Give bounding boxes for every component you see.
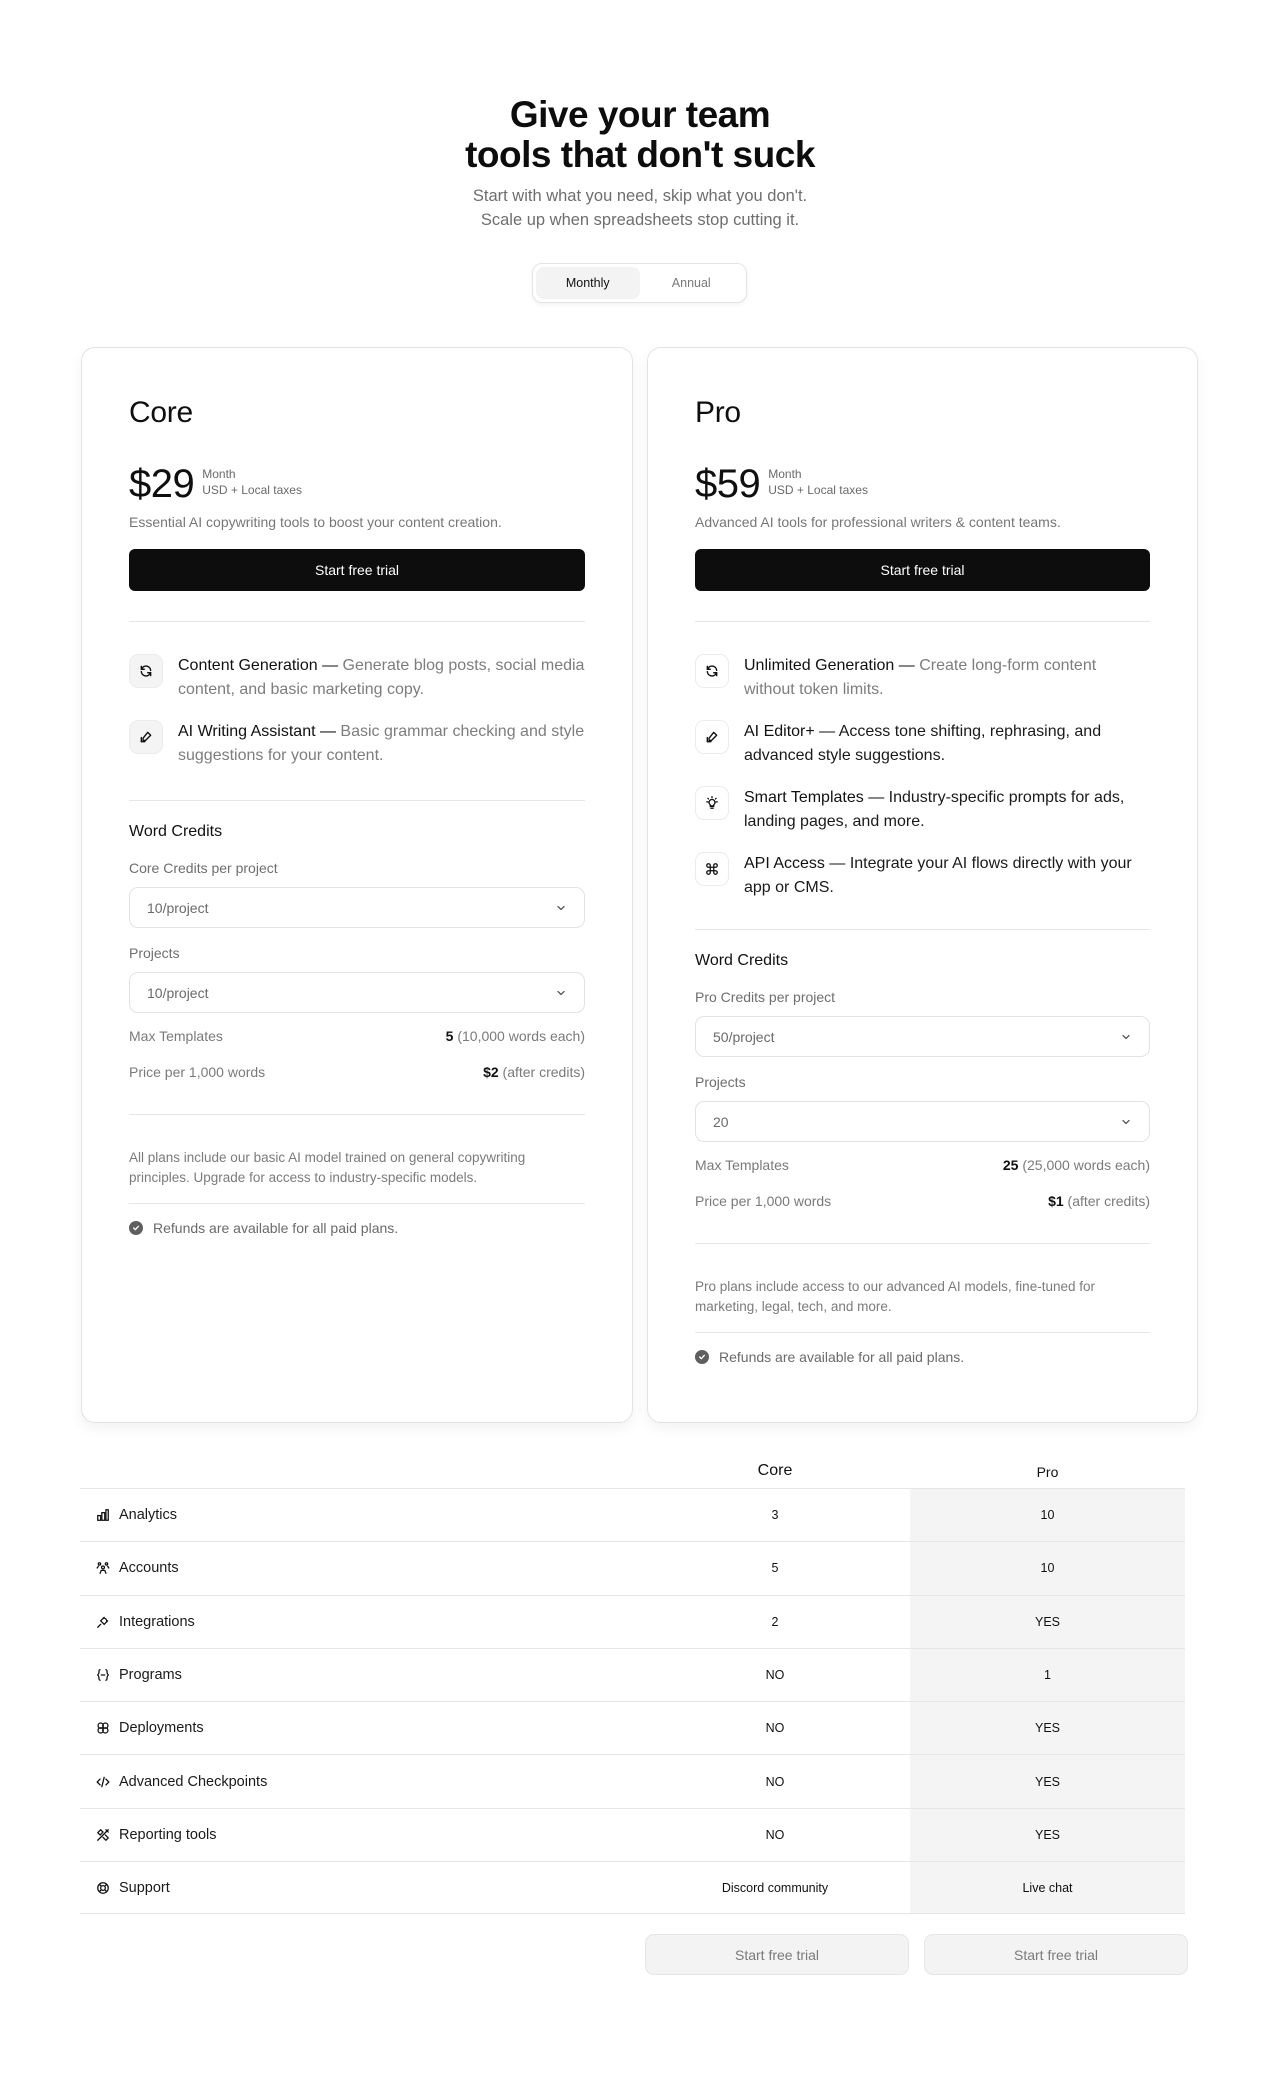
pro-value: YES	[910, 1596, 1185, 1648]
price-per-words-value: $2 (after credits)	[483, 1064, 585, 1080]
feature-title: Content Generation —	[178, 657, 339, 674]
plug-icon	[96, 1615, 110, 1629]
row-label: Programs	[119, 1667, 182, 1684]
plan-price: $59	[695, 462, 761, 506]
price-currency-note: USD + Local taxes	[202, 483, 302, 497]
tools-icon	[96, 1828, 110, 1842]
plan-note: Pro plans include access to our advanced AI models, fine-tuned for marketing, legal, tech, and more.	[695, 1279, 1095, 1314]
credits-select[interactable]	[129, 887, 585, 928]
feature-item	[129, 720, 585, 768]
divider	[695, 1332, 1150, 1333]
max-templates-label: Max Templates	[129, 1028, 223, 1044]
title-line-2: tools that don't suck	[465, 134, 815, 175]
edit-icon	[695, 720, 729, 754]
core-value: NO	[765, 1774, 785, 1789]
feature-title: Unlimited Generation —	[744, 657, 915, 674]
max-templates-label: Max Templates	[695, 1157, 789, 1173]
check-circle-icon	[129, 1221, 143, 1235]
divider	[695, 1243, 1150, 1244]
table-row	[80, 1701, 1185, 1754]
price-per-words-row	[129, 1064, 585, 1080]
feature-description: Industry-specific prompts for ads, landing pages, and more.	[744, 789, 1125, 830]
chevron-down-icon	[1120, 1031, 1132, 1043]
feature-title: API Access —	[744, 855, 846, 872]
core-value: 5	[771, 1561, 779, 1576]
page-title	[0, 95, 1280, 175]
divider	[129, 621, 585, 622]
core-start-free-trial-button[interactable]: Start free trial	[645, 1934, 909, 1975]
price-per-words-value: $1 (after credits)	[1048, 1193, 1150, 1209]
pro-value: 10	[910, 1542, 1185, 1594]
max-templates-row	[695, 1157, 1150, 1173]
projects-label: Projects	[129, 945, 180, 961]
feature-list	[129, 654, 585, 786]
word-credits-title: Word Credits	[129, 823, 223, 840]
feature-title: Smart Templates —	[744, 789, 885, 806]
plan-price: $29	[129, 462, 195, 506]
hero	[0, 95, 1280, 232]
feature-item	[695, 720, 1150, 768]
pro-value: Live chat	[910, 1862, 1185, 1913]
feature-description: Generate blog posts, social media content, and basic marketing copy.	[178, 657, 585, 698]
toggle-monthly[interactable]: Monthly	[536, 267, 640, 299]
price-period: Month	[202, 467, 236, 481]
row-label: Accounts	[119, 1560, 179, 1577]
table-row	[80, 1808, 1185, 1861]
users-icon	[96, 1561, 110, 1575]
chevron-down-icon	[555, 902, 567, 914]
price-meta	[202, 466, 302, 498]
projects-select-value: 20	[713, 1113, 729, 1130]
plan-card-pro	[647, 347, 1198, 1423]
feature-description: Integrate your AI flows directly with your app or CMS.	[744, 855, 1132, 896]
bar-chart-icon	[96, 1508, 110, 1522]
table-row	[80, 1595, 1185, 1648]
price-per-words-row	[695, 1193, 1150, 1209]
command-icon	[695, 852, 729, 886]
column-header-core: Core	[757, 1462, 793, 1479]
core-value: 3	[771, 1508, 779, 1523]
projects-select-value: 10/project	[147, 984, 209, 1001]
plan-card-core	[81, 347, 633, 1423]
table-row	[80, 1488, 1185, 1541]
core-value: NO	[765, 1721, 785, 1736]
projects-select[interactable]	[129, 972, 585, 1013]
column-header-pro: Pro	[1036, 1464, 1059, 1480]
refund-notice	[129, 1220, 398, 1236]
max-templates-value: 25 (25,000 words each)	[1002, 1157, 1150, 1173]
subtitle-line-1: Start with what you need, skip what you don't.	[472, 187, 808, 205]
row-label: Integrations	[119, 1613, 195, 1630]
refund-text: Refunds are available for all paid plans.	[153, 1220, 399, 1236]
feature-title: AI Editor+ —	[744, 723, 836, 740]
table-row	[80, 1541, 1185, 1594]
edit-icon	[129, 720, 163, 754]
title-line-1: Give your team	[509, 94, 771, 135]
plan-note: All plans include our basic AI model trained on general copywriting principles. Upgrade for access to industry-specific models.	[129, 1150, 526, 1185]
row-label: Advanced Checkpoints	[119, 1773, 268, 1790]
table-row	[80, 1861, 1185, 1914]
start-free-trial-button[interactable]: Start free trial	[129, 549, 585, 591]
feature-description: Access tone shifting, rephrasing, and advanced style suggestions.	[744, 723, 1102, 764]
code-icon	[96, 1775, 110, 1789]
price-per-words-label: Price per 1,000 words	[129, 1064, 266, 1080]
credits-select[interactable]	[695, 1016, 1150, 1057]
row-label: Deployments	[119, 1720, 204, 1737]
feature-item	[695, 786, 1150, 834]
price-row	[695, 463, 868, 505]
chevron-down-icon	[555, 987, 567, 999]
projects-label: Projects	[695, 1074, 746, 1090]
word-credits-title: Word Credits	[695, 952, 789, 969]
price-per-words-label: Price per 1,000 words	[695, 1193, 832, 1209]
credits-select-value: 10/project	[147, 899, 209, 916]
lightbulb-icon	[695, 786, 729, 820]
divider	[129, 1114, 585, 1115]
max-templates-value: 5 (10,000 words each)	[445, 1028, 585, 1044]
pro-value: 1	[910, 1649, 1185, 1701]
feature-item	[129, 654, 585, 702]
row-label: Support	[119, 1879, 170, 1896]
pro-value: YES	[910, 1702, 1185, 1754]
divider	[129, 800, 585, 801]
table-row	[80, 1648, 1185, 1701]
refresh-icon	[129, 654, 163, 688]
core-value: Discord community	[721, 1880, 829, 1895]
credits-label: Pro Credits per project	[695, 989, 836, 1005]
credits-label: Core Credits per project	[129, 860, 278, 876]
toggle-annual[interactable]: Annual	[671, 276, 711, 290]
pro-start-free-trial-button[interactable]: Start free trial	[924, 1934, 1188, 1975]
row-label: Analytics	[119, 1507, 178, 1524]
comparison-header	[80, 1458, 1185, 1488]
feature-title: AI Writing Assistant —	[178, 723, 336, 740]
feature-description: Basic grammar checking and style suggestions for your content.	[178, 723, 585, 764]
projects-select[interactable]	[695, 1101, 1150, 1142]
plan-tagline: Advanced AI tools for professional writers & content teams.	[695, 514, 1061, 530]
refund-text: Refunds are available for all paid plans.	[719, 1349, 965, 1365]
price-period: Month	[768, 467, 802, 481]
braces-icon	[96, 1668, 110, 1682]
billing-toggle[interactable]	[532, 263, 747, 303]
price-currency-note: USD + Local taxes	[768, 483, 868, 497]
comparison-table	[80, 1458, 1185, 1914]
max-templates-row	[129, 1028, 585, 1044]
price-row	[129, 463, 302, 505]
core-value: NO	[765, 1668, 785, 1683]
subtitle-line-2: Scale up when spreadsheets stop cutting it.	[480, 211, 800, 229]
chevron-down-icon	[1120, 1116, 1132, 1128]
row-label: Reporting tools	[119, 1826, 217, 1843]
flower-icon	[96, 1721, 110, 1735]
start-free-trial-button[interactable]: Start free trial	[695, 549, 1150, 591]
lifebuoy-icon	[96, 1881, 110, 1895]
plan-tagline: Essential AI copywriting tools to boost your content creation.	[129, 514, 502, 530]
pro-value: YES	[910, 1809, 1185, 1861]
comparison-rows	[80, 1488, 1185, 1914]
refresh-icon	[695, 654, 729, 688]
price-meta	[768, 466, 868, 498]
feature-description: Create long-form content without token limits.	[744, 657, 1097, 698]
pro-value: 10	[910, 1489, 1185, 1541]
page-subtitle	[0, 184, 1280, 232]
plan-name: Core	[129, 396, 193, 429]
feature-item	[695, 852, 1150, 900]
divider	[129, 1203, 585, 1204]
feature-item	[695, 654, 1150, 702]
core-value: 2	[771, 1614, 779, 1629]
plan-name: Pro	[695, 396, 741, 429]
credits-select-value: 50/project	[713, 1028, 775, 1045]
divider	[695, 621, 1150, 622]
table-row	[80, 1754, 1185, 1807]
divider	[695, 929, 1150, 930]
core-value: NO	[765, 1827, 785, 1842]
feature-list	[695, 654, 1150, 918]
refund-notice	[695, 1349, 964, 1365]
check-circle-icon	[695, 1350, 709, 1364]
pro-value: YES	[910, 1755, 1185, 1807]
